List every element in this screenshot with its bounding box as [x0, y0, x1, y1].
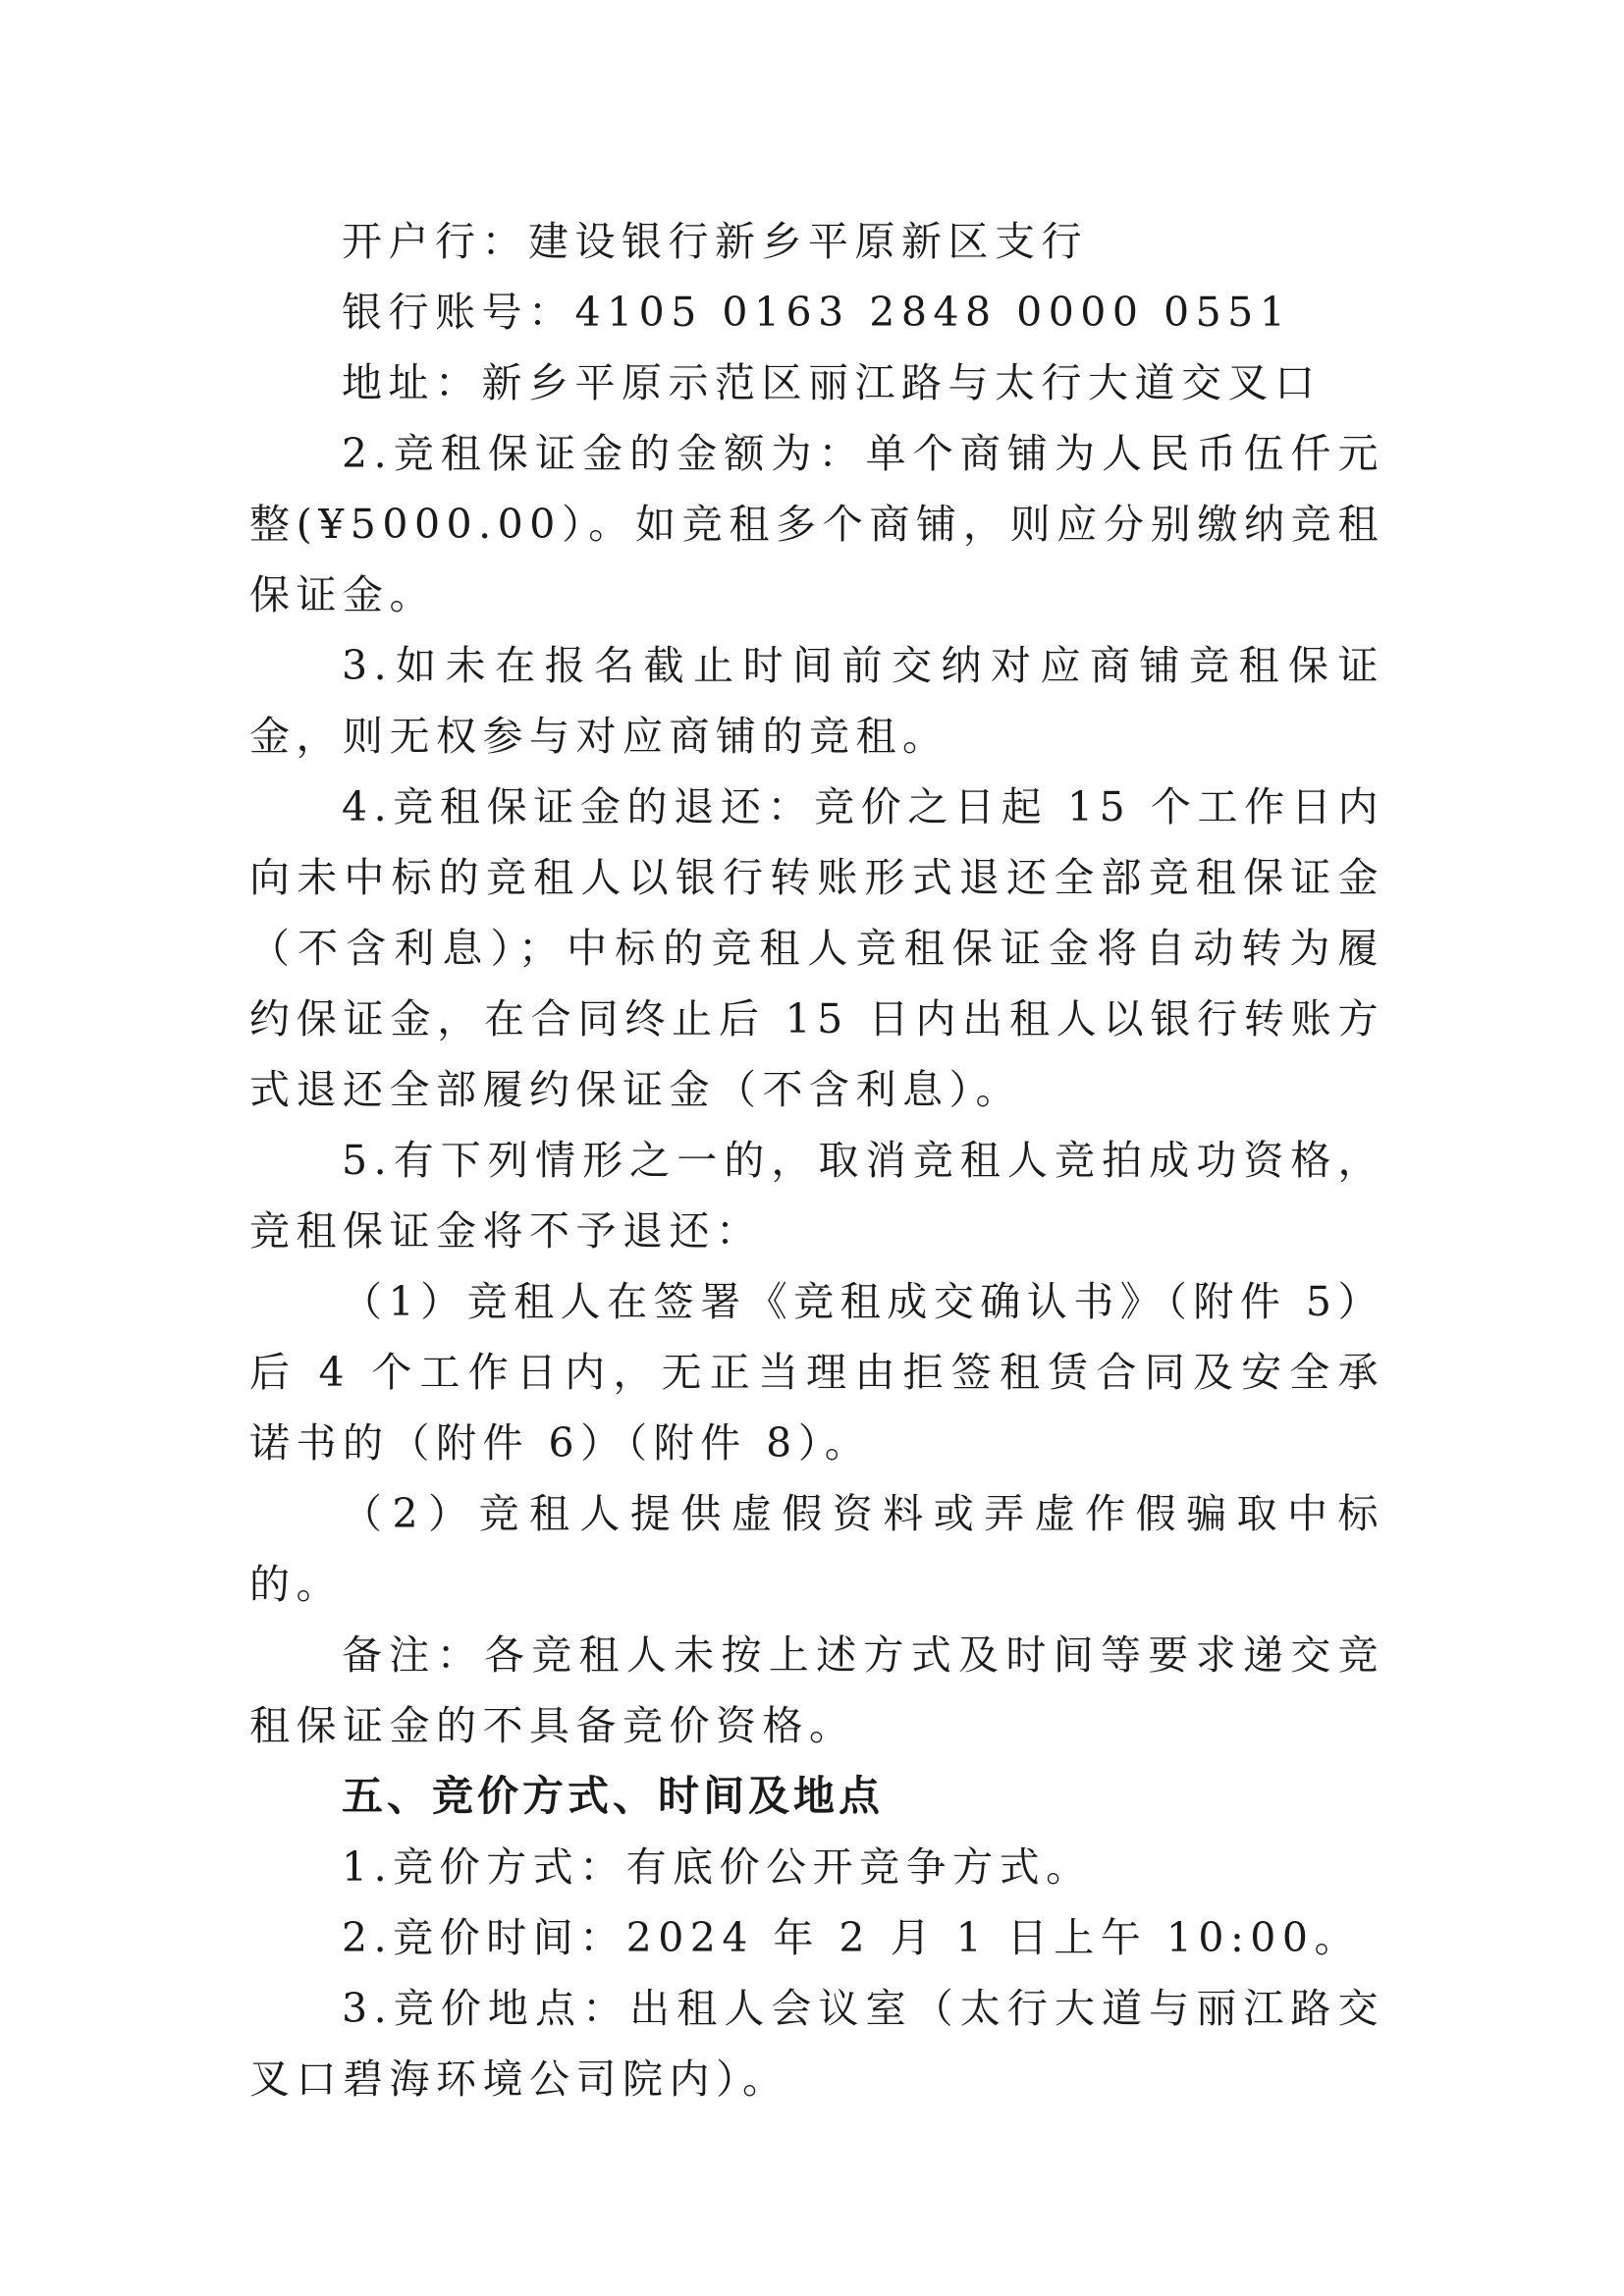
- bid-method-line: 1.竞价方式：有底价公开竞争方式。: [342, 1843, 1093, 1891]
- remark-paragraph: 备注：各竞租人未按上述方式及时间等要求递交竞租保证金的不具备竞价资格。: [249, 1631, 1384, 1749]
- deposit-deadline-paragraph: 3.如未在报名截止时间前交纳对应商铺竞租保证金，则无权参与对应商铺的竞租。: [249, 642, 1384, 760]
- deposit-amount-paragraph: 2.竞租保证金的金额为：单个商铺为人民币伍仟元整(¥5000.00）。如竞租多个商铺，则应分别缴纳竞租保证金。: [249, 430, 1384, 618]
- section-five-title: 五、竞价方式、时间及地点: [342, 1772, 885, 1820]
- address-line: 地址：新乡平原示范区丽江路与太行大道交叉口: [342, 359, 1322, 406]
- account-line: 银行账号：4105 0163 2848 0000 0551: [342, 289, 1292, 336]
- bank-line: 开户行：建设银行新乡平原新区支行: [342, 218, 1088, 265]
- disqualification-paragraph: 5.有下列情形之一的，取消竞租人竞拍成功资格，竞租保证金将不予退还：: [249, 1137, 1384, 1255]
- document-page: [249, 206, 1384, 2114]
- disqualification-case-2: （2）竞租人提供虚假资料或弄虚作假骗取中标的。: [249, 1490, 1384, 1608]
- bid-time-line: 2.竞价时间：2024 年 2 月 1 日上午 10:00。: [342, 1914, 1361, 1961]
- disqualification-case-1: （1）竞租人在签署《竞租成交确认书》（附件 5）后 4 个工作日内，无正当理由拒签租赁合同及安全承诺书的（附件 6）（附件 8）。: [249, 1278, 1384, 1467]
- deposit-refund-paragraph: 4.竞租保证金的退还：竞价之日起 15 个工作日内向未中标的竞租人以银行转账形式退还全部竞租保证金（不含利息）；中标的竞租人竞租保证金将自动转为履约保证金，在合同终止后 15 日内出租人以银行转账方式退还全部履约保证金（不含利息）。: [249, 783, 1384, 1113]
- bid-place-paragraph: 3.竞价地点：出租人会议室（太行大道与丽江路交叉口碧海环境公司院内）。: [249, 1985, 1384, 2103]
